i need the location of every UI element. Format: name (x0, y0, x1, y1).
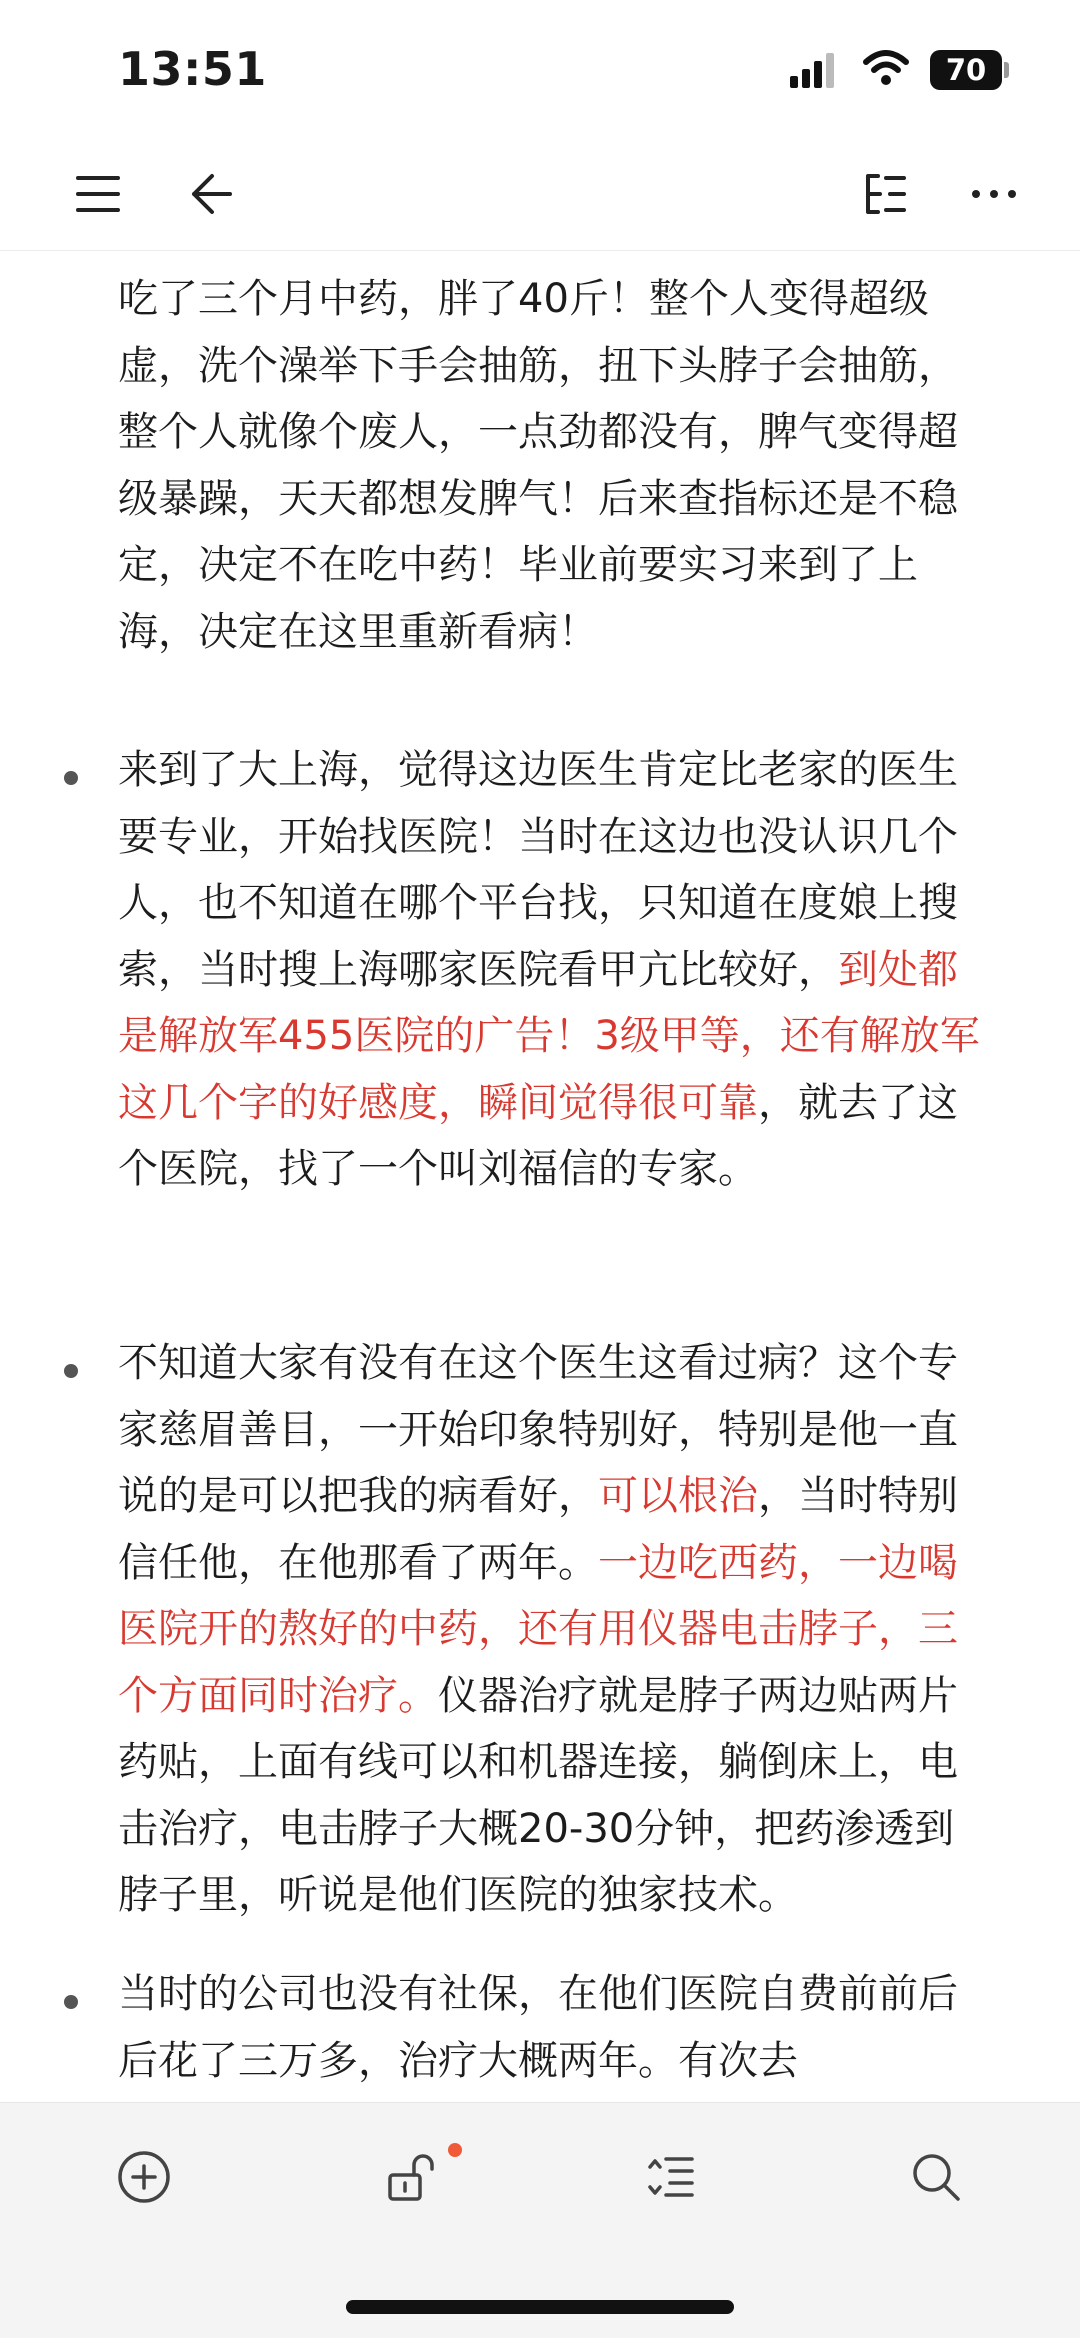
list-item (118, 737, 988, 1203)
text-segment: 不知道大家有没有在这个医生这看过病？这个专家慈眉善目，一开始印象特别好，特别是他一直说的是可以把我的病看好， (118, 1340, 958, 1519)
text-segment: 吃了三个月中药，胖了40斤！整个人变得超级虚，洗个澡举下手会抽筋，扭下头脖子会抽筋，整个人就像个废人，一点劲都没有，脾气变得超级暴躁，天天都想发脾气！后来查指标还是不稳定，决定不在吃中药！毕业前要实习来到了上海，决定在这里重新看病！ (118, 276, 958, 655)
unlock-icon[interactable] (374, 2141, 446, 2213)
bullet-point (64, 1364, 78, 1378)
hamburger-icon[interactable] (66, 162, 130, 226)
status-time: 13:51 (118, 42, 267, 96)
outline-icon[interactable] (852, 162, 916, 226)
wifi-icon (862, 48, 910, 88)
bullet-point (64, 1995, 78, 2009)
paragraph (118, 266, 988, 665)
highlighted-text: 一边吃西药，一边喝医院开的熬好的中药，还有用仪器电击脖子，三个方面同时治疗。 (118, 1539, 958, 1719)
home-indicator (346, 2300, 734, 2314)
battery-indicator: 70 (930, 50, 1002, 90)
notification-dot (448, 2143, 462, 2157)
battery-cap (1004, 62, 1009, 78)
back-arrow-icon[interactable] (178, 162, 242, 226)
text-segment: ，当时特别信任他，在他那看了两年。 (118, 1473, 958, 1586)
text-segment: 来到了大上海，觉得这边医生肯定比老家的医生要专业，开始找医院！当时在这边也没认识几个人，也不知道在哪个平台找，只知道在度娘上搜索，当时搜上海哪家医院看甲亢比较好， (118, 747, 958, 993)
more-icon[interactable] (962, 162, 1026, 226)
search-icon[interactable] (900, 2141, 972, 2213)
sort-icon[interactable] (634, 2141, 706, 2213)
text-segment: 当时的公司也没有社保，在他们医院自费前前后后花了三万多，治疗大概两年。有次去 (118, 1971, 958, 2084)
nav-bar (0, 140, 1080, 251)
highlighted-text: 到处都是解放军455医院的广告！3级甲等，还有解放军这几个字的好感度，瞬间觉得很可靠 (118, 946, 980, 1126)
cellular-signal-icon (790, 52, 834, 88)
highlighted-text: 可以根治 (598, 1473, 758, 1519)
status-bar (0, 0, 1080, 140)
list-item (118, 1330, 988, 1929)
article-content (0, 250, 1080, 2102)
text-segment: 仪器治疗就是脖子两边贴两片药贴，上面有线可以和机器连接，躺倒床上，电击治疗，电击脖子大概20-30分钟，把药渗透到脖子里，听说是他们医院的独家技术。 (118, 1672, 958, 1918)
list-item (118, 1961, 988, 2094)
text-segment: ，就去了这个医院，找了一个叫刘福信的专家。 (118, 1079, 958, 1192)
bullet-point (64, 771, 78, 785)
add-circle-icon[interactable] (108, 2141, 180, 2213)
